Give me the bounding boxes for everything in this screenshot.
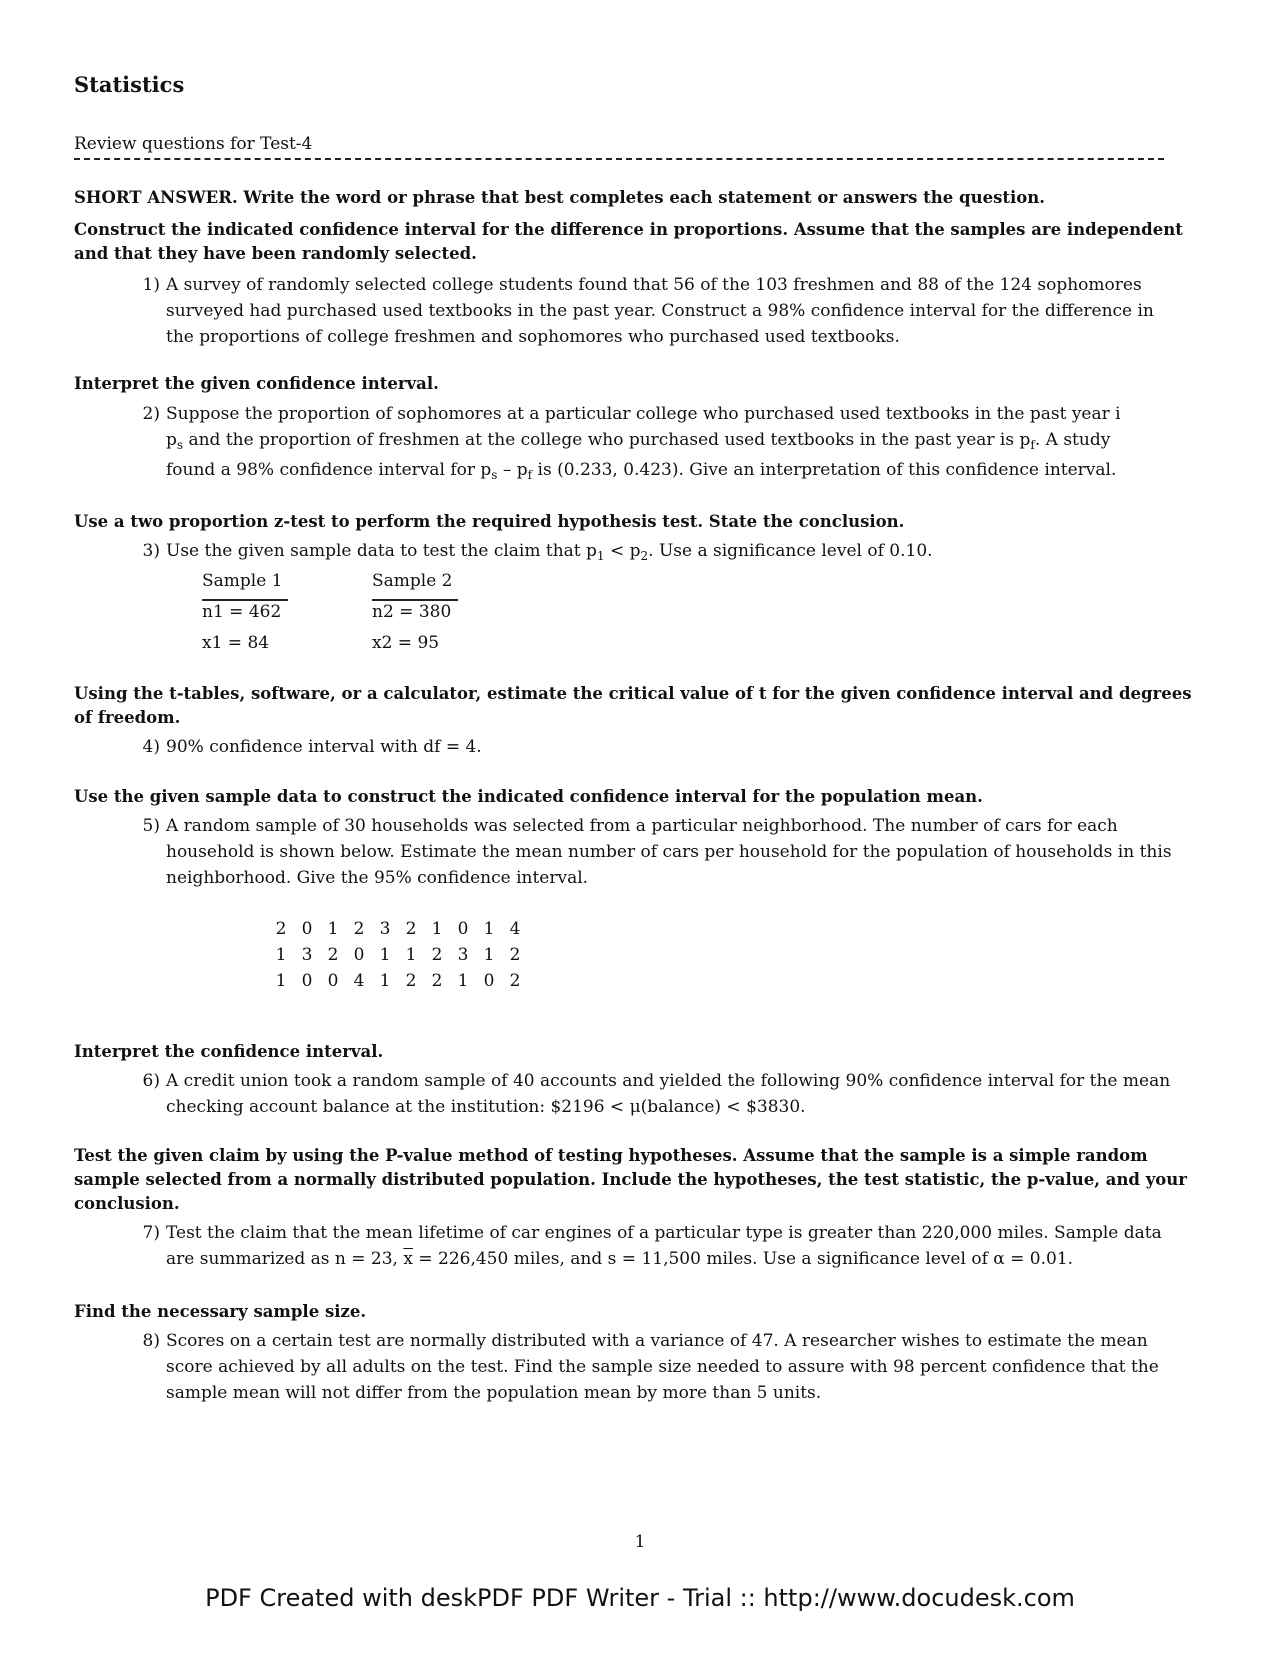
question-text-part: Use the given sample data to test the claim that [166,541,581,561]
data-value: 3 [379,919,391,939]
data-value: 0 [327,971,339,991]
data-value: 3 [301,945,313,965]
question-number: 4) [142,737,160,757]
table-header: Sample 2 [372,566,458,601]
question-6 [136,1068,1176,1120]
question-line-3: found a 98% confidence interval for $p_s - p_f$ is (0.233, 0.423). Give an interpretation of this confidence interval. [166,460,1117,482]
pdf-footer-watermark: PDF Created with deskPDF PDF Writer - Trial :: http://www.docudesk.com [205,1584,1075,1612]
data-value: 0 [301,971,313,991]
question-text-part: . A study [1034,430,1111,450]
question-5 [136,813,1176,891]
page-title: Statistics [74,72,185,97]
data-value: 1 [483,945,495,965]
data-value: 2 [431,971,443,991]
directions-4: Using the t-tables, software, or a calculator, estimate the critical value of t for the given confidence interval and degrees of freedom. [74,684,1192,727]
x-bar-symbol: $\overline{x}$ [403,1249,413,1269]
question-8 [136,1328,1176,1406]
question-text-part: is (0.233, 0.423). Give an interpretation of this confidence interval. [537,460,1117,480]
question-text: A random sample of 30 households was selected from a particular neighborhood. The number of cars for each household is shown below. Estimate the mean number of cars per household for the population of households in this neighborhood. Give the 95% confidence interval. [166,816,1172,888]
question-text [166,1220,1176,1272]
data-row [268,916,528,942]
dashed-divider [74,158,1164,160]
data-value: 2 [275,919,287,939]
directions-7: Test the given claim by using the P-value method of testing hypotheses. Assume that the sample is a simple random sample selected from a normally distributed population. Include the hypotheses, the test statistic, the p-value, and your conclusion. [74,1146,1188,1213]
household-data [268,916,528,994]
question-number: 1) [142,275,160,295]
data-value: 0 [353,945,365,965]
data-value: 1 [327,919,339,939]
data-value: 1 [275,945,287,965]
question-number: 7) [142,1223,160,1243]
section-header: SHORT ANSWER. Write the word or phrase that best completes each statement or answers the question. [74,188,1045,207]
data-value: 0 [301,919,313,939]
data-value: 1 [379,971,391,991]
directions-8: Find the necessary sample size. [74,1302,367,1321]
question-text-part: = 226,450 miles, and s = 11,500 miles. Use a significance level of α = 0.01. [418,1249,1074,1269]
data-value: 1 [431,919,443,939]
question-text-part: and the proportion of freshmen at the college who purchased used textbooks in the past year is [188,430,1015,450]
data-value: 1 [405,945,417,965]
question-text-part: . Use a significance level of 0.10. [648,541,933,561]
data-value: 3 [457,945,469,965]
directions-2: Interpret the given confidence interval. [74,374,439,393]
table-cell: n2 = 380 [372,602,452,622]
data-value: 4 [353,971,365,991]
question-text: Scores on a certain test are normally distributed with a variance of 47. A researcher wishes to estimate the mean score achieved by all adults on the test. Find the sample size needed to assure with 98 percent confidence that the sample mean will not differ from the population mean by more than 5 units. [166,1331,1159,1403]
question-number: 5) [142,816,160,836]
question-text-part: Test the claim that the mean lifetime of car engines of a particular type is greater than 220,000 miles. Sample data are summarized as n = 23, [166,1223,1162,1269]
page-number: 1 [634,1532,646,1552]
directions-5: Use the given sample data to construct the indicated confidence interval for the population mean. [74,787,983,806]
table-cell: n1 = 462 [202,602,282,622]
question-text: Use the given sample data to test the claim that $p_1 < p_2$. Use a significance level of 0.10. [166,541,933,563]
data-value: 2 [509,971,521,991]
data-value: 1 [483,919,495,939]
question-text: A credit union took a random sample of 40 accounts and yielded the following 90% confidence interval for the mean checking account balance at the institution: $2196 < μ(balance) < $3830. [166,1071,1171,1117]
data-value: 4 [509,919,521,939]
question-7 [136,1220,1176,1272]
data-value: 0 [483,971,495,991]
question-number: 2) [142,404,160,424]
table-cell: x2 = 95 [372,633,440,653]
question-3 [136,538,1176,564]
question-number: 8) [142,1331,160,1351]
question-1 [136,272,1176,350]
question-line-1: Suppose the proportion of sophomores at a particular college who purchased used textbooks in the past year i [166,404,1121,424]
question-number: 3) [142,541,160,561]
question-line-2: $p_s$ and the proportion of freshmen at the college who purchased used textbooks in the past year is $p_f$. A study [166,430,1111,452]
directions-6: Interpret the confidence interval. [74,1042,384,1061]
question-text: A survey of randomly selected college students found that 56 of the 103 freshmen and 88 of the 124 sophomores surveyed had purchased used textbooks in the past year. Construct a 98% confidence interval for the difference in the proportions of college freshmen and sophomores who purchased used textbooks. [166,275,1154,347]
sample-2-column [372,566,542,659]
data-row [268,968,528,994]
question-text [166,401,1176,483]
data-value: 1 [379,945,391,965]
directions-3: Use a two proportion z-test to perform the required hypothesis test. State the conclusion. [74,512,905,531]
data-value: 2 [405,971,417,991]
table-header: Sample 1 [202,566,288,601]
sample-1-column [202,566,372,659]
data-value: 1 [457,971,469,991]
page-subtitle: Review questions for Test-4 [74,134,313,154]
table-cell: x1 = 84 [202,633,270,653]
question-4 [136,734,1176,760]
question-2 [136,401,1176,483]
data-value: 2 [509,945,521,965]
data-value: 2 [431,945,443,965]
data-value: 2 [353,919,365,939]
data-value: 1 [275,971,287,991]
question-text-part: found a 98% confidence interval for [166,460,475,480]
question-number: 6) [142,1071,160,1091]
data-value: 2 [327,945,339,965]
question-text: 90% confidence interval with df = 4. [166,737,482,757]
data-value: 0 [457,919,469,939]
data-row [268,942,528,968]
data-value: 2 [405,919,417,939]
directions-1: Construct the indicated confidence interval for the difference in proportions. Assume that the samples are independent and that they have been randomly selected. [74,220,1183,263]
